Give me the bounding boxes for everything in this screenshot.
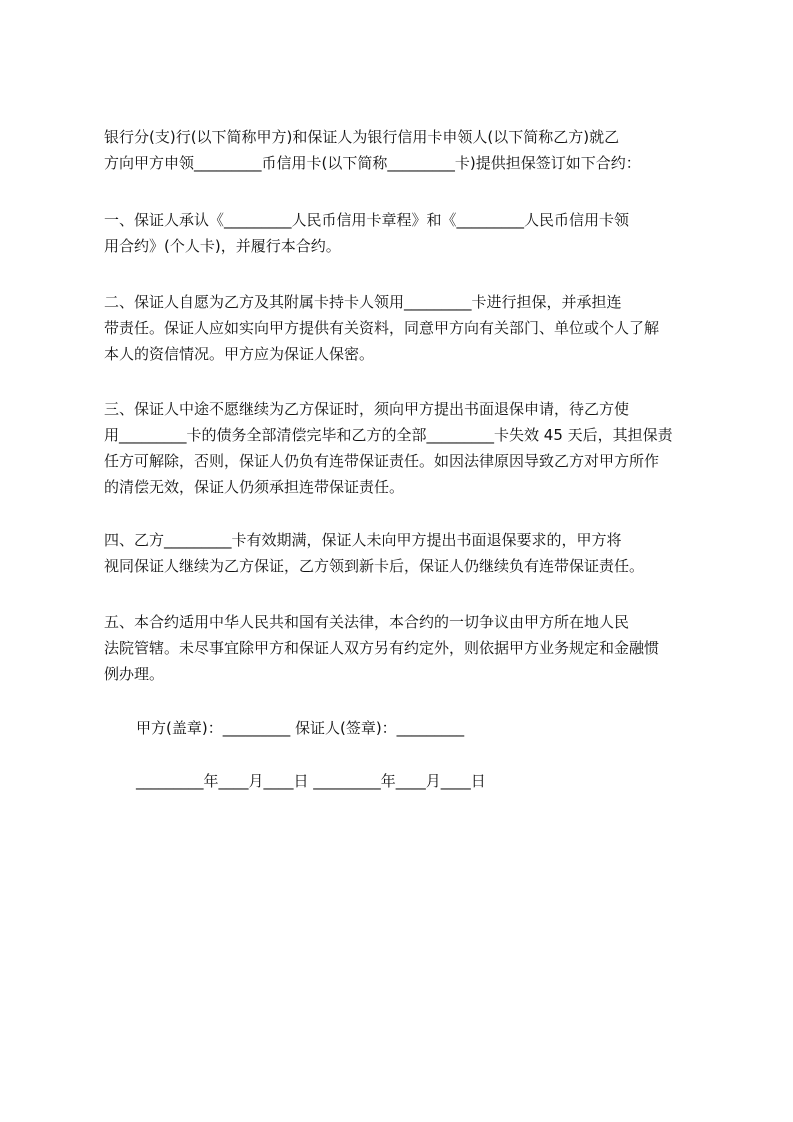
paragraph-line: 用合约》(个人卡)，并履行本合约。 <box>104 237 341 255</box>
date-line: _________年____月____日 _________年____月____日 <box>136 772 486 790</box>
paragraph-clause-1 <box>104 207 700 259</box>
paragraph-clause-5 <box>104 609 700 687</box>
signature-line: 甲方(盖章)：_________ 保证人(签章)：_________ <box>136 719 465 737</box>
paragraph-line: 法院管辖。未尽事宜除甲方和保证人双方另有约定外，则依据甲方业务规定和金融惯 <box>104 639 660 657</box>
paragraph-line: 用_________卡的债务全部清偿完毕和乙方的全部_________卡失效 45 天后，其担保责 <box>104 426 673 444</box>
paragraph-line: 本人的资信情况。甲方应为保证人保密。 <box>104 345 375 363</box>
paragraph-clause-2 <box>104 289 700 367</box>
paragraph-line: 带责任。保证人应如实向甲方提供有关资料，同意甲方向有关部门、单位或个人了解 <box>104 319 660 337</box>
paragraph-line: 的清偿无效，保证人仍须承担连带保证责任。 <box>104 478 405 496</box>
paragraph-line: 视同保证人继续为乙方保证，乙方领到新卡后，保证人仍继续负有连带保证责任。 <box>104 557 645 575</box>
paragraph-line: 例办理。 <box>104 665 165 683</box>
paragraph-line: 任方可解除，否则，保证人仍负有连带保证责任。如因法律原因导致乙方对甲方所作 <box>104 452 660 470</box>
paragraph-clause-4 <box>104 527 700 579</box>
paragraph-line: 银行分(支)行(以下简称甲方)和保证人为银行信用卡申领人(以下简称乙方)就乙 <box>104 128 620 146</box>
paragraph-line: 四、乙方_________卡有效期满，保证人未向甲方提出书面退保要求的，甲方将 <box>104 531 622 549</box>
paragraph-intro <box>104 124 700 176</box>
paragraph-line: 三、保证人中途不愿继续为乙方保证时，须向甲方提出书面退保申请，待乙方使 <box>104 400 630 418</box>
paragraph-line: 二、保证人自愿为乙方及其附属卡持卡人领用_________卡进行担保，并承担连 <box>104 293 622 311</box>
paragraph-line: 方向甲方申领_________币信用卡(以下简称_________卡)提供担保签订如下合约： <box>104 154 641 172</box>
paragraph-line: 五、本合约适用中华人民共和国有关法律，本合约的一切争议由甲方所在地人民 <box>104 613 630 631</box>
paragraph-line: 一、保证人承认《_________人民币信用卡章程》和《_________人民币信用卡领 <box>104 211 630 229</box>
paragraph-clause-3 <box>104 396 700 500</box>
